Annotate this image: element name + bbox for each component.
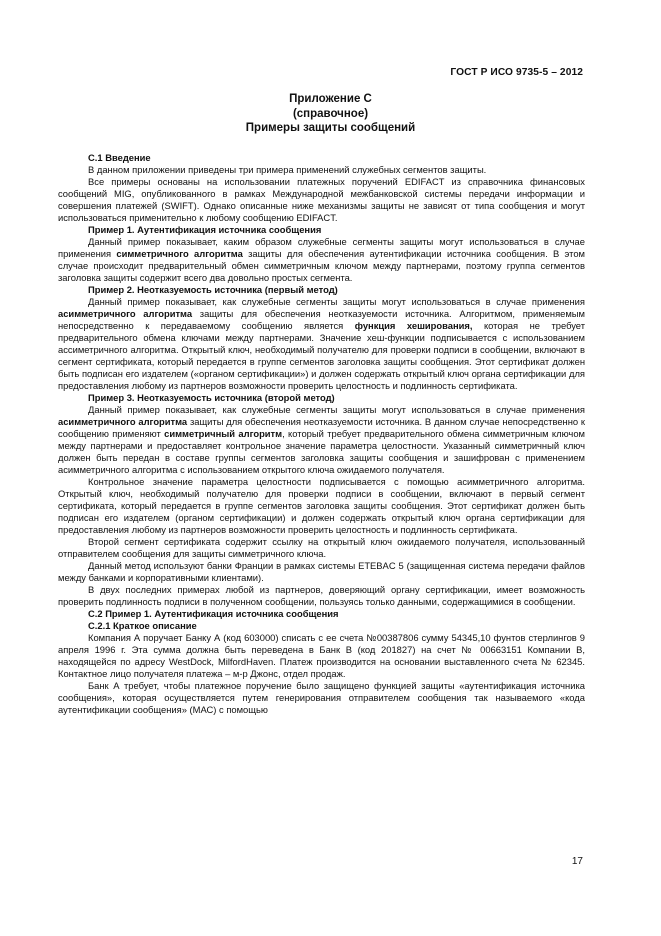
annex-title-line1: Приложение С — [289, 93, 372, 105]
text-run: защиты для обеспечения неотказуемости источника. В данном случае непосредственно к сообщению применяют — [58, 416, 585, 439]
bold-term: функция хеширования, — [354, 320, 473, 331]
annex-title — [0, 92, 661, 136]
text-run: защиты для обеспечения неотказуемости источника. Алгоритмом, применяемым непосредственно к передаваемому сообщению является — [58, 308, 585, 331]
text-run: , который требует предварительного обмена симметричным ключом между партнерами и предоставляет контрольное значение параметра целостности. Указанный симметричный ключ должен быть передан в составе группы сегментов заголовка защиты сообщения и зашифрован с применением асимметричного алгоритма с использованием открытого ключа ожидаемого получателя. — [58, 428, 585, 475]
paragraph: В двух последних примерах любой из партнеров, доверяющий органу сертификации, имеет возможность проверить подлинность подписи в полученном сообщении, пользуясь только данными, содержащимися в сообщении. — [58, 584, 585, 607]
paragraph: Банк А требует, чтобы платежное поручение было защищено функцией защиты «аутентификация источника сообщения», которая осуществляется путем генерирования отправителем сообщения так называемого «кода аутентификации сообщения» (МАС) с помощью — [58, 680, 585, 715]
paragraph: Контрольное значение параметра целостности подписывается с помощью асимметричного алгоритма. Открытый ключ, необходимый получателю для проверки подписи в сообщении, включают в первый сегмент сертификата, который передается в группе сегментов заголовка защиты сообщения. Этот сертификат должен быть подписан его издателем (органом сертификации) и должен содержать открытый ключ органа сертификации для предоставления любому из партнеров возможности проверить целостность и подлинность сертификата. — [58, 476, 585, 535]
example2-heading: Пример 2. Неотказуемость источника (первый метод) — [88, 284, 338, 295]
text-run: которая не требует предварительного обмена ключами между партнерами. Значение хеш-функции подписывается с использованием ассиметричного алгоритма. Открытый ключ, необходимый получателю для проверки подписи в сообщении, включают в сегмент сертификата, который передается в группе сегментов заголовка защиты сообщения. Этот сертификат должен быть подписан его издателем («органом сертификации») и должен содержать открытый ключ органа сертификации для предоставления любому из партнеров возможности проверить целостность и подлинность сертификата. — [58, 320, 586, 391]
paragraph — [58, 296, 585, 392]
bold-term: симметричного алгоритма — [116, 248, 243, 259]
section-c1-heading: С.1 Введение — [88, 152, 151, 163]
bold-term: асимметричного алгоритма — [58, 308, 193, 319]
section-c2-heading: С.2 Пример 1. Аутентификация источника сообщения — [88, 608, 339, 619]
text-run: защиты для обеспечения аутентификации источника сообщения. В этом случае происходит предварительный обмен симметричным ключом между партнерами, поэтому группа сегментов заголовка защиты содержит всего два довольно простых сегмента. — [58, 248, 585, 283]
paragraph: Все примеры основаны на использовании платежных поручений EDIFACT из справочника финансовых сообщений MIG, опубликованного в рамках Международной межбанковской системы передачи информации и совершения платежей (SWIFT). Однако описанные ниже механизмы защиты не зависят от типа сообщения и могут использоваться применительно к любому сообщению EDIFACT. — [58, 176, 585, 223]
paragraph: Компания А поручает Банку А (код 603000) списать с ее счета №00387806 сумму 54345,10 фунтов стерлингов 9 апреля 1996 г. Эта сумма должна быть переведена в Банк В (код 201827) на счет № 00663151 Компании В, находящейся по адресу WestDock, MilfordHaven. Платеж производится на основании выставленного счета № 62345. Контактное лицо получателя платежа – м-р Джонс, отдел продаж. — [58, 632, 585, 679]
document-body — [58, 152, 585, 716]
section-c21-heading: С.2.1 Краткое описание — [88, 620, 197, 631]
annex-title-line3: Примеры защиты сообщений — [245, 122, 416, 134]
bold-term: симметричный алгоритм — [164, 428, 283, 439]
standard-header: ГОСТ Р ИСО 9735-5 – 2012 — [450, 67, 583, 78]
paragraph — [58, 404, 585, 476]
example1-heading: Пример 1. Аутентификация источника сообщения — [88, 224, 322, 235]
annex-title-line2: (справочное) — [292, 107, 369, 120]
text-run: Данный пример показывает, как служебные сегменты защиты могут использоваться в случае применения — [88, 296, 585, 307]
example3-heading: Пример 3. Неотказуемость источника (второй метод) — [88, 392, 335, 403]
paragraph — [58, 236, 585, 284]
bold-term: асимметричного алгоритма — [58, 416, 188, 427]
page-number: 17 — [571, 856, 583, 867]
paragraph: Второй сегмент сертификата содержит ссылку на открытый ключ ожидаемого получателя, использованный отправителем сообщения для защиты симметричного ключа. — [58, 536, 585, 559]
paragraph: В данном приложении приведены три примера применений служебных сегментов защиты. — [88, 164, 487, 175]
paragraph: Данный метод используют банки Франции в рамках системы ETEBAC 5 (защищенная система передачи файлов между банками и корпоративными клиентами). — [58, 560, 585, 583]
text-run: Данный пример показывает, как служебные сегменты защиты могут использоваться в случае применения — [88, 404, 585, 415]
text-run: Данный пример показывает, каким образом служебные сегменты защиты могут использоваться в случае применения — [58, 236, 585, 259]
